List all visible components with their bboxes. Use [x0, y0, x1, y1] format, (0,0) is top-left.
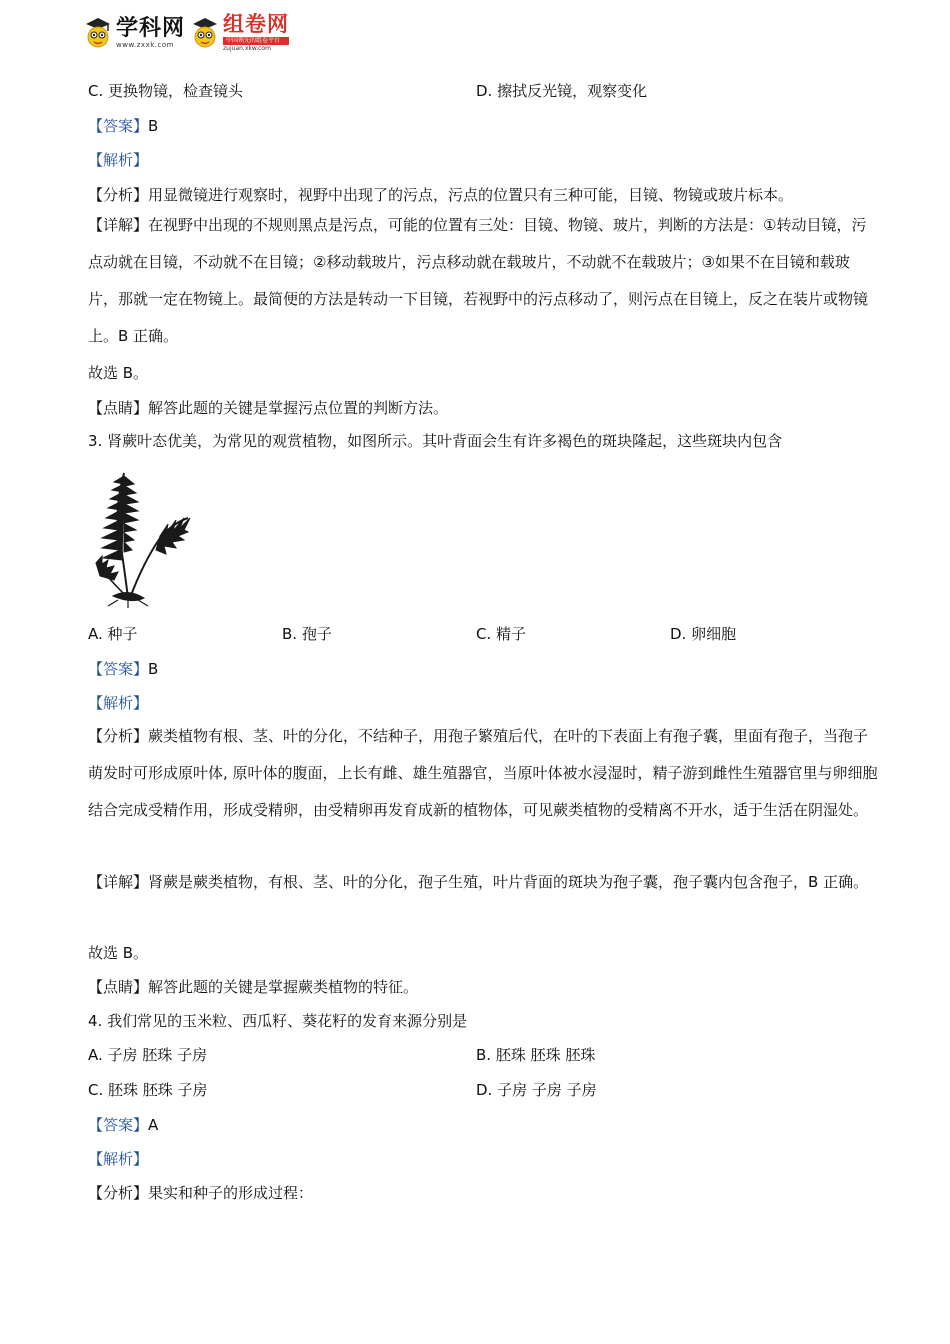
xiangjie-tag: 【详解】 [88, 873, 149, 891]
q3-answer-line [88, 659, 158, 679]
q2-answer-line [88, 116, 158, 136]
q4-answer-line [88, 1115, 158, 1135]
q3-guxuan: 故选 B。 [88, 944, 149, 962]
q4-option-b: B. 胚珠 胚珠 胚珠 [476, 1046, 596, 1064]
q3-dianjing-line [88, 977, 418, 997]
q3-answer: B [148, 660, 159, 678]
q2-analysis-tag: 【解析】 [88, 151, 149, 169]
xkw-logo [84, 16, 185, 50]
q2-option-c: C. 更换物镜，检查镜头 [88, 82, 244, 100]
answer-tag: 【答案】 [88, 1116, 149, 1134]
q3-xiangjie-text: 肾蕨是蕨类植物，有根、茎、叶的分化，孢子生殖，叶片背面的斑块为孢子囊，孢子囊内包含孢子，B 正确。 [148, 873, 869, 891]
q4-option-a: A. 子房 胚珠 子房 [88, 1046, 208, 1064]
q4-fenxi-line [88, 1183, 313, 1203]
q3-fenxi [88, 718, 878, 829]
q3-option-c: C. 精子 [476, 625, 527, 643]
fern-illustration [88, 468, 192, 608]
q2-fenxi-line [88, 185, 793, 205]
q2-dianjing-line [88, 398, 448, 418]
answer-tag: 【答案】 [88, 117, 149, 135]
fenxi-tag: 【分析】 [88, 186, 149, 204]
q4-fenxi: 果实和种子的形成过程： [148, 1184, 314, 1202]
fenxi-tag: 【分析】 [88, 1184, 149, 1202]
q2-answer: B [148, 117, 159, 135]
mascot-icon [84, 16, 112, 50]
q3-option-a: A. 种子 [88, 625, 138, 643]
q3-fenxi-text: 蕨类植物有根、茎、叶的分化，不结种子，用孢子繁殖后代，在叶的下表面上有孢子囊，里面有孢子，当孢子萌发时可形成原叶体, 原叶体的腹面，上长有雌、雄生殖器官，当原叶体被水浸湿时，精子游到雌性生殖器官里与卵细胞结合完成受精作用，形成受精卵，由受精卵再发育成新的植物体，可见蕨类植物的受精离不开水，适于生活在阴湿处。 [88, 727, 878, 819]
zjw-logo [191, 14, 289, 52]
xiangjie-tag: 【详解】 [88, 216, 149, 234]
q3-stem: 3. 肾蕨叶态优美，为常见的观赏植物，如图所示。其叶背面会生有许多褐色的斑块隆起，这些斑块内包含 [88, 432, 783, 450]
q3-option-b: B. 孢子 [282, 625, 332, 643]
q4-answer: A [148, 1116, 159, 1134]
xkw-brand: 学科网 [116, 15, 186, 41]
q3-analysis-tag: 【解析】 [88, 694, 149, 712]
q3-xiangjie [88, 864, 878, 901]
q2-guxuan: 故选 B。 [88, 364, 149, 382]
q2-xiangjie [88, 207, 878, 355]
header-logos [84, 10, 289, 56]
dianjing-tag: 【点睛】 [88, 399, 149, 417]
q2-xiangjie-text: 在视野中出现的不规则黑点是污点，可能的位置有三处：目镜、物镜、玻片，判断的方法是：①转动目镜，污点动就在目镜，不动就不在目镜；②移动载玻片，污点移动就在载玻片，不动就不在载玻片；③如果不在目镜和载玻片，那就一定在物镜上。最简便的方法是转动一下目镜，若视野中的污点移动了，则污点在目镜上，反之在装片或物镜上。B 正确。 [88, 216, 869, 345]
dianjing-tag: 【点睛】 [88, 978, 149, 996]
xkw-url: www.zxxk.com [116, 40, 174, 49]
zjw-url: zujuan.xkw.com [223, 45, 271, 52]
q4-option-c: C. 胚珠 胚珠 子房 [88, 1081, 208, 1099]
q2-fenxi: 用显微镜进行观察时，视野中出现了的污点，污点的位置只有三种可能，目镜、物镜或玻片标本。 [148, 186, 794, 204]
q3-dianjing: 解答此题的关键是掌握蕨类植物的特征。 [148, 978, 419, 996]
q4-stem: 4. 我们常见的玉米粒、西瓜籽、葵花籽的发育来源分别是 [88, 1012, 468, 1030]
q4-analysis-tag: 【解析】 [88, 1150, 149, 1168]
zjw-brand: 组卷网 [223, 12, 290, 36]
zjw-tagline: 中国领先的组卷平台 [223, 37, 289, 45]
q4-option-d: D. 子房 子房 子房 [476, 1081, 597, 1099]
mascot-icon [191, 16, 219, 50]
fenxi-tag: 【分析】 [88, 727, 149, 745]
q2-option-d: D. 擦拭反光镜，观察变化 [476, 82, 648, 100]
answer-tag: 【答案】 [88, 660, 149, 678]
q2-dianjing: 解答此题的关键是掌握污点位置的判断方法。 [148, 399, 449, 417]
q3-option-d: D. 卵细胞 [670, 625, 737, 643]
